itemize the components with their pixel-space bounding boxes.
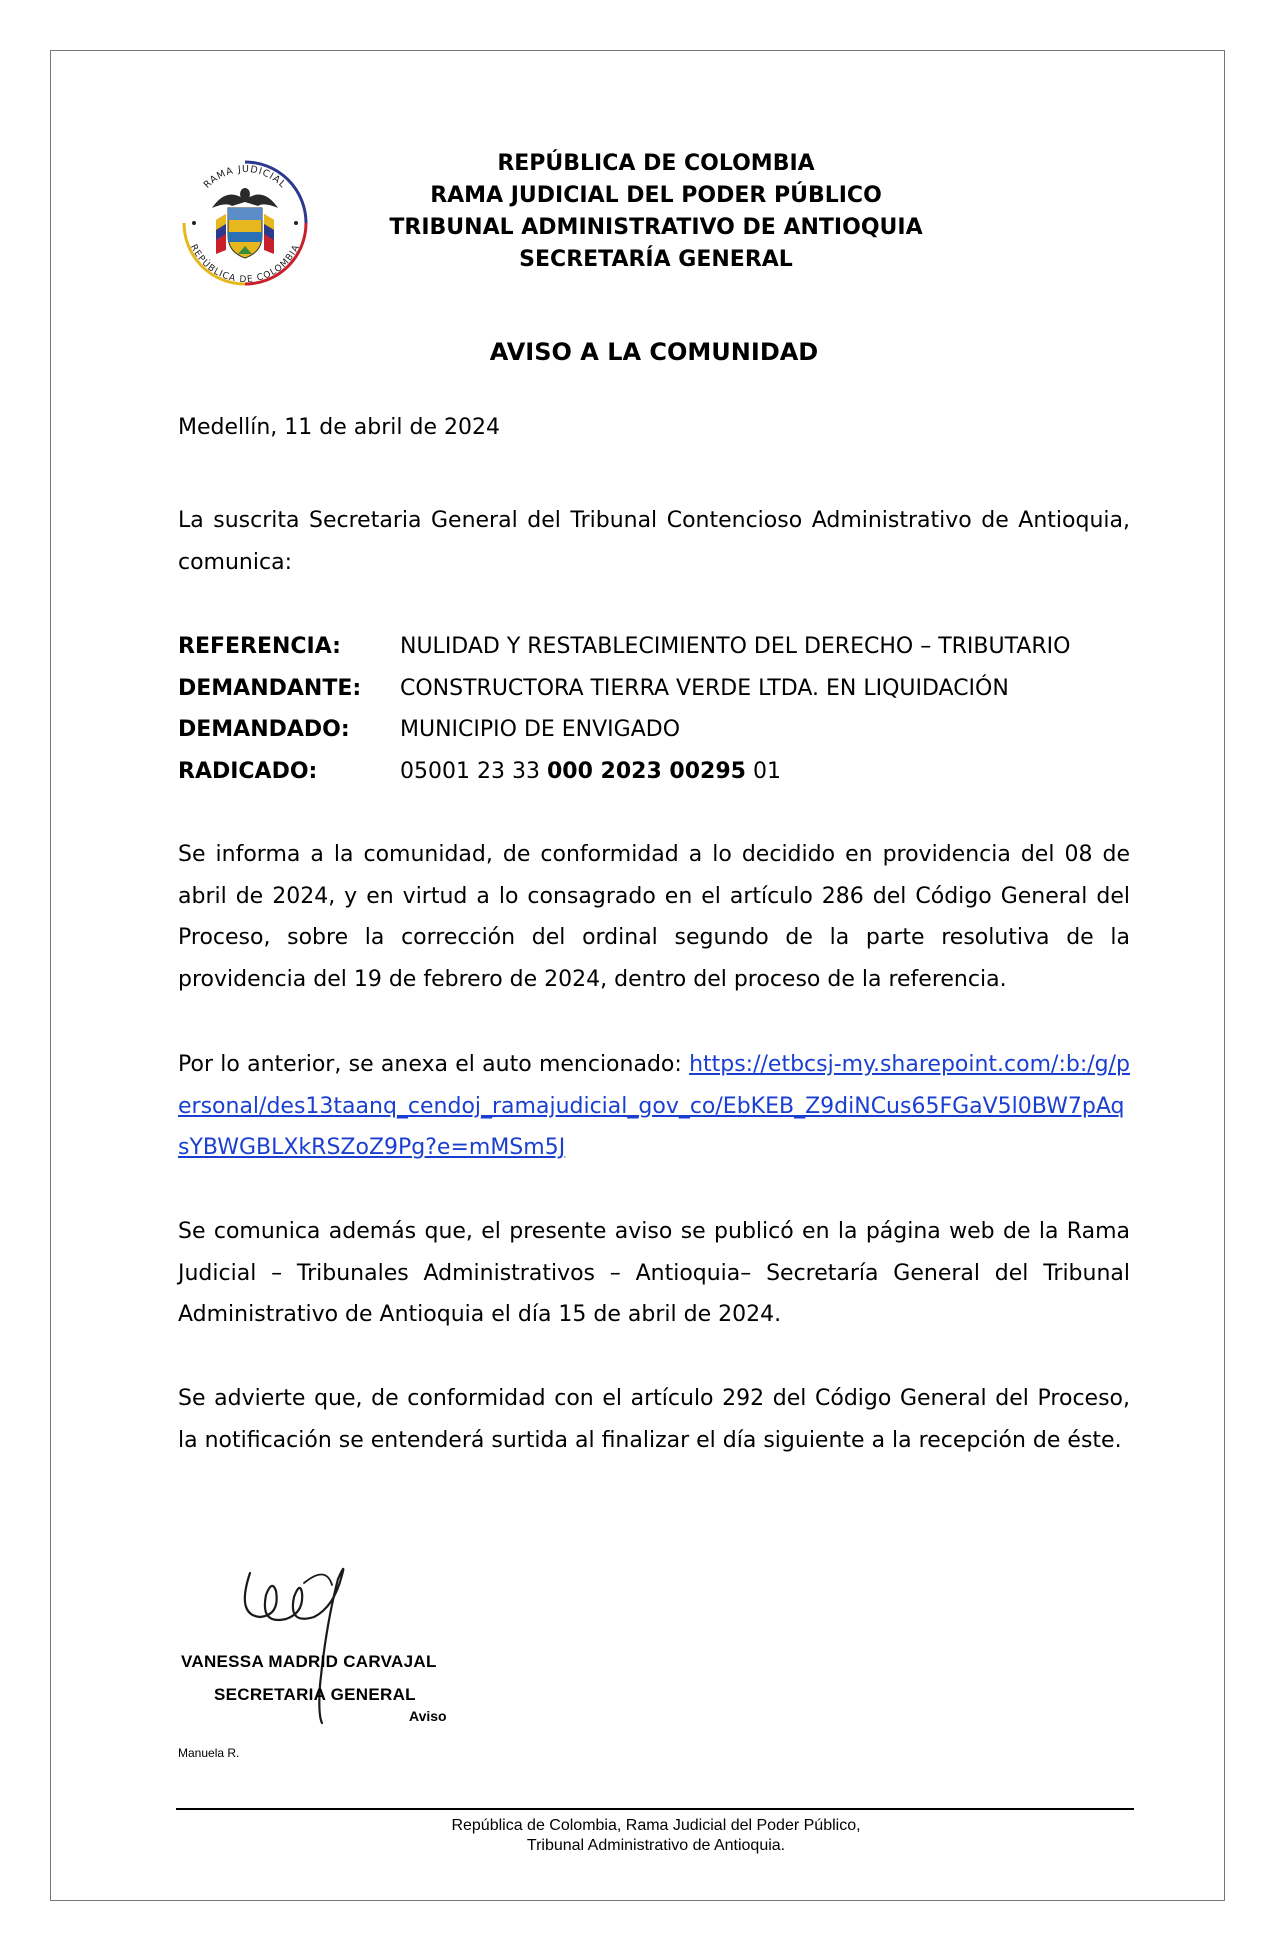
signatory-role: SECRETARIA GENERAL [214, 1685, 416, 1704]
document-title: AVISO A LA COMUNIDAD [489, 338, 819, 366]
footer-divider [176, 1808, 1134, 1810]
seal-ring-text-top: RAMA JUDICIAL [201, 163, 289, 191]
ref-label: REFERENCIA: [178, 634, 341, 659]
footer-line-2: Tribunal Administrativo de Antioquia. [526, 1837, 786, 1854]
handwritten-signature [230, 1555, 410, 1735]
paragraph-notification: Se advierte que, de conformidad con el artículo 292 del Código General del Proceso, la notificación se entenderá surtida al finalizar el día siguiente a la recepción de éste. [178, 1386, 1130, 1453]
document-footer [300, 1816, 1012, 1856]
radicado-suffix: 01 [745, 758, 781, 784]
ref-value: CONSTRUCTORA TIERRA VERDE LTDA. EN LIQUIDACIÓN [400, 675, 1009, 701]
footer-line-1: República de Colombia, Rama Judicial del Poder Público, [451, 1817, 861, 1834]
ref-value: MUNICIPIO DE ENVIGADO [400, 717, 681, 742]
sharepoint-link[interactable]: https://etbcsj-my.sharepoint.com/:b:/g/personal/des13taanq_cendoj_ramajudicial_gov_co/EbKEB_Z9diNCus65FGaV5l0BW7pAqsYBWGBLXkRSZoZ9Pg?e=mMSm5J [178, 1052, 1130, 1160]
header-branch: RAMA JUDICIAL DEL PODER PÚBLICO [430, 183, 882, 208]
ref-value: NULIDAD Y RESTABLECIMIENTO DEL DERECHO – TRIBUTARIO [400, 634, 1071, 659]
document-header [300, 148, 1012, 276]
ref-label: RADICADO: [178, 758, 318, 784]
radicado-prefix: 05001 23 33 [400, 758, 547, 784]
header-tribunal: TRIBUNAL ADMINISTRATIVO DE ANTIOQUIA [389, 215, 923, 240]
document-date: Medellín, 11 de abril de 2024 [178, 415, 500, 440]
ref-value-radicado [400, 751, 781, 793]
ref-label: DEMANDANTE: [178, 675, 362, 701]
ref-label: DEMANDADO: [178, 717, 350, 742]
intro-paragraph: La suscrita Secretaria General del Tribunal Contencioso Administrativo de Antioquia, comunica: [178, 508, 1130, 575]
header-country: REPÚBLICA DE COLOMBIA [497, 151, 815, 176]
paragraph-annex [178, 1044, 1130, 1169]
seal-ring-text-bottom: REPÚBLICA DE COLOMBIA [187, 242, 303, 286]
radicado-number: 000 2023 00295 [546, 758, 746, 784]
prepared-by-initials: Manuela R. [178, 1746, 240, 1760]
signature-note: Aviso [409, 1708, 447, 1724]
header-office: SECRETARÍA GENERAL [519, 247, 793, 272]
signatory-name: VANESSA MADRID CARVAJAL [181, 1652, 437, 1671]
rama-judicial-seal-logo [172, 150, 318, 296]
svg-text:RAMA JUDICIAL [202, 164, 289, 191]
paragraph-publication: Se comunica además que, el presente aviso se publicó en la página web de la Rama Judicial – Tribunales Administrativos – Antioquia– Secretaría General del Tribunal Administrativo de Antioquia el día 15 de abril de 2024. [178, 1219, 1130, 1327]
paragraph-correction: Se informa a la comunidad, de conformidad a lo decidido en providencia del 08 de abril de 2024, y en virtud a lo consagrado en el artículo 286 del Código General del Proceso, sobre la corrección del ordinal segundo de la parte resolutiva de la providencia del 19 de febrero de 2024, dentro del proceso de la referencia. [178, 842, 1130, 992]
annex-text: Por lo anterior, se anexa el auto mencionado: [178, 1052, 690, 1077]
